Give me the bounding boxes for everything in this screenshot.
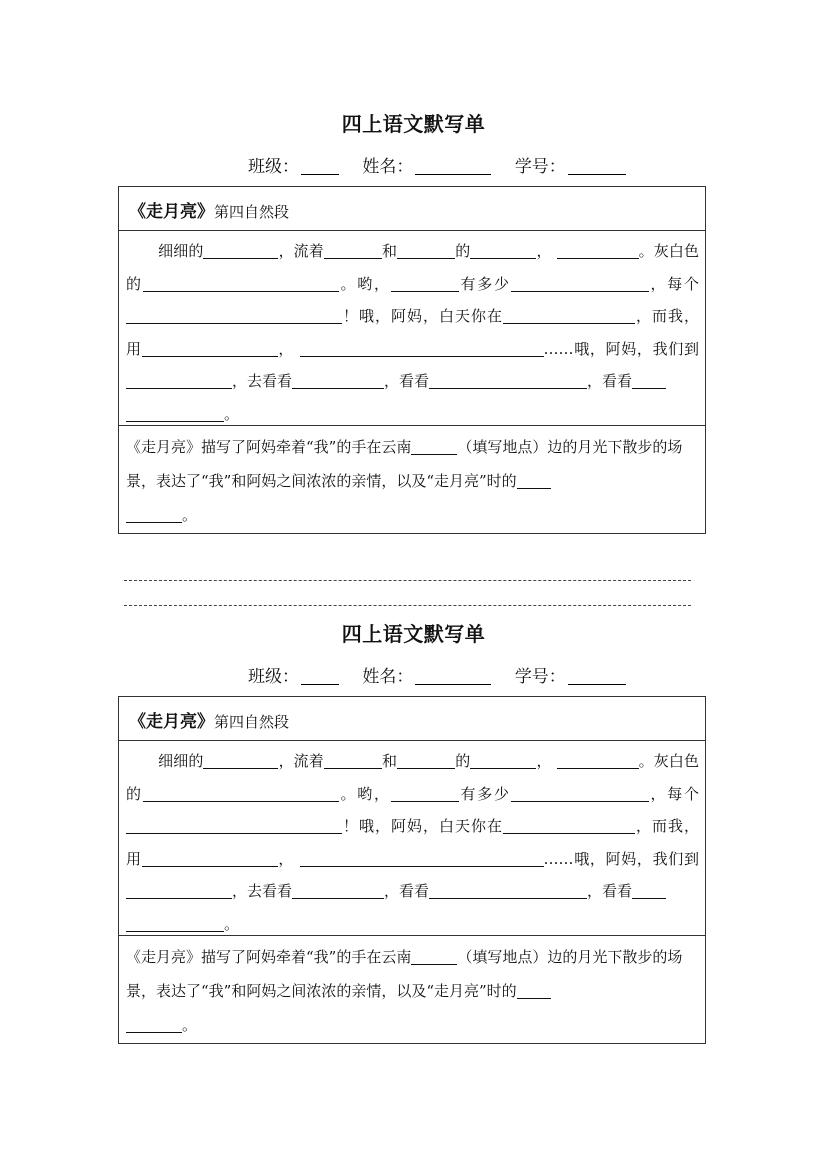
name-field[interactable]	[362, 152, 491, 177]
answer-blank[interactable]	[557, 750, 639, 769]
lesson-title: 《走月亮》	[129, 202, 214, 222]
student-id-label: 学号：	[514, 157, 566, 177]
summary-text: 《走月亮》描写了阿妈牵着“我”的手在云南	[126, 438, 412, 456]
cut-line	[124, 580, 691, 581]
answer-blank[interactable]	[143, 783, 339, 802]
passage-text: ，每个	[648, 784, 699, 803]
passage-text: ，流着	[278, 242, 324, 260]
summary-text: 。	[182, 506, 198, 524]
passage-text: 有多少	[458, 784, 511, 803]
passage-text: ，看看	[384, 882, 430, 900]
passage-text: ……哦，阿妈，我们到	[543, 849, 699, 868]
answer-blank[interactable]	[517, 980, 551, 999]
answer-blank[interactable]	[126, 403, 224, 422]
summary-text: 《走月亮》描写了阿妈牵着“我”的手在云南	[126, 948, 412, 966]
answer-blank[interactable]	[517, 470, 551, 489]
name-field[interactable]	[362, 662, 491, 687]
passage-text: ，每个	[648, 274, 699, 293]
summary-fill-in	[119, 426, 705, 533]
passage-text: 。哟，	[338, 274, 391, 293]
answer-blank[interactable]	[557, 240, 639, 259]
answer-blank[interactable]	[292, 880, 384, 899]
passage-text: ，	[536, 752, 552, 770]
student-id-field[interactable]	[515, 152, 626, 177]
answer-blank[interactable]	[292, 370, 384, 389]
summary-text: （填写地点）边的月光下散步的场景，表达了“我”和阿妈之间浓浓的亲情，以及“走月亮”时的	[126, 948, 683, 1000]
answer-blank[interactable]	[391, 783, 459, 802]
answer-blank[interactable]	[142, 338, 278, 357]
name-label: 姓名：	[362, 157, 414, 177]
name-blank[interactable]	[415, 157, 491, 175]
answer-blank[interactable]	[126, 370, 232, 389]
worksheet-title: 四上语文默写单	[341, 112, 486, 136]
answer-blank[interactable]	[203, 750, 278, 769]
answer-blank[interactable]	[126, 504, 182, 523]
passage-text: ，去看看	[232, 372, 293, 390]
dictation-box	[118, 696, 706, 1044]
class-blank[interactable]	[301, 667, 339, 685]
lesson-section: 第四自然段	[214, 203, 290, 221]
answer-blank[interactable]	[126, 305, 342, 324]
lesson-header	[119, 187, 705, 231]
answer-blank[interactable]	[300, 848, 544, 867]
passage-text: ，流着	[278, 752, 324, 770]
answer-blank[interactable]	[429, 880, 587, 899]
answer-blank[interactable]	[324, 750, 382, 769]
worksheet-title: 四上语文默写单	[341, 622, 486, 646]
answer-blank[interactable]	[470, 750, 536, 769]
student-info-row	[248, 662, 644, 687]
passage-text: ，看看	[587, 372, 633, 390]
lesson-header	[119, 697, 705, 741]
passage-text: 的	[455, 752, 471, 770]
name-blank[interactable]	[415, 667, 491, 685]
student-info-row	[248, 152, 644, 177]
lesson-section: 第四自然段	[214, 713, 290, 731]
passage-text: 细细的	[158, 242, 204, 260]
answer-blank[interactable]	[203, 240, 278, 259]
passage-text: ，而我，用	[126, 307, 699, 358]
answer-blank[interactable]	[503, 305, 635, 324]
passage-text: 。灰白色的	[126, 242, 699, 293]
dictation-box	[118, 186, 706, 534]
passage-fill-in	[119, 741, 705, 936]
passage-text: 。哟，	[338, 784, 391, 803]
answer-blank[interactable]	[126, 913, 224, 932]
answer-blank[interactable]	[411, 436, 457, 455]
answer-blank[interactable]	[511, 783, 649, 802]
answer-blank[interactable]	[142, 848, 278, 867]
passage-text: ……哦，阿妈，我们到	[543, 339, 699, 358]
answer-blank[interactable]	[143, 273, 339, 292]
answer-blank[interactable]	[300, 338, 544, 357]
answer-blank[interactable]	[397, 750, 455, 769]
answer-blank[interactable]	[429, 370, 587, 389]
class-field[interactable]	[248, 152, 339, 177]
answer-blank[interactable]	[391, 273, 459, 292]
cut-line	[124, 605, 691, 606]
passage-text: 和	[381, 752, 398, 770]
summary-text: 。	[182, 1016, 198, 1034]
answer-blank[interactable]	[632, 880, 666, 899]
answer-blank[interactable]	[411, 946, 457, 965]
answer-blank[interactable]	[126, 1014, 182, 1033]
answer-blank[interactable]	[324, 240, 382, 259]
answer-blank[interactable]	[470, 240, 536, 259]
passage-fill-in	[119, 231, 705, 426]
passage-text: 的	[455, 242, 471, 260]
passage-text: ，	[277, 849, 295, 868]
passage-text: 和	[381, 242, 398, 260]
passage-text: ！哦，阿妈，白天你在	[342, 307, 503, 325]
name-label: 姓名：	[362, 667, 414, 687]
student-id-blank[interactable]	[568, 667, 626, 685]
passage-text: 。	[224, 404, 240, 423]
class-blank[interactable]	[301, 157, 339, 175]
answer-blank[interactable]	[397, 240, 455, 259]
passage-text: ，去看看	[232, 882, 293, 900]
passage-text: ，看看	[384, 372, 430, 390]
passage-text: 。灰白色的	[126, 752, 699, 803]
class-field[interactable]	[248, 662, 339, 687]
student-id-label: 学号：	[514, 667, 566, 687]
passage-text: 有多少	[458, 274, 511, 293]
student-id-field[interactable]	[515, 662, 626, 687]
answer-blank[interactable]	[126, 815, 342, 834]
passage-text: ，看看	[587, 882, 633, 900]
passage-text: ，	[536, 242, 552, 260]
answer-blank[interactable]	[511, 273, 649, 292]
passage-text: ，	[277, 339, 295, 358]
answer-blank[interactable]	[503, 815, 635, 834]
answer-blank[interactable]	[632, 370, 666, 389]
passage-text: ！哦，阿妈，白天你在	[342, 817, 503, 835]
summary-text: （填写地点）边的月光下散步的场景，表达了“我”和阿妈之间浓浓的亲情，以及“走月亮”时的	[126, 438, 683, 490]
class-label: 班级：	[248, 157, 299, 177]
answer-blank[interactable]	[126, 880, 232, 899]
class-label: 班级：	[248, 667, 299, 687]
lesson-title: 《走月亮》	[129, 712, 214, 732]
summary-fill-in	[119, 936, 705, 1043]
passage-text: 细细的	[158, 752, 204, 770]
passage-text: 。	[224, 914, 240, 933]
passage-text: ，而我，用	[126, 817, 699, 868]
student-id-blank[interactable]	[568, 157, 626, 175]
